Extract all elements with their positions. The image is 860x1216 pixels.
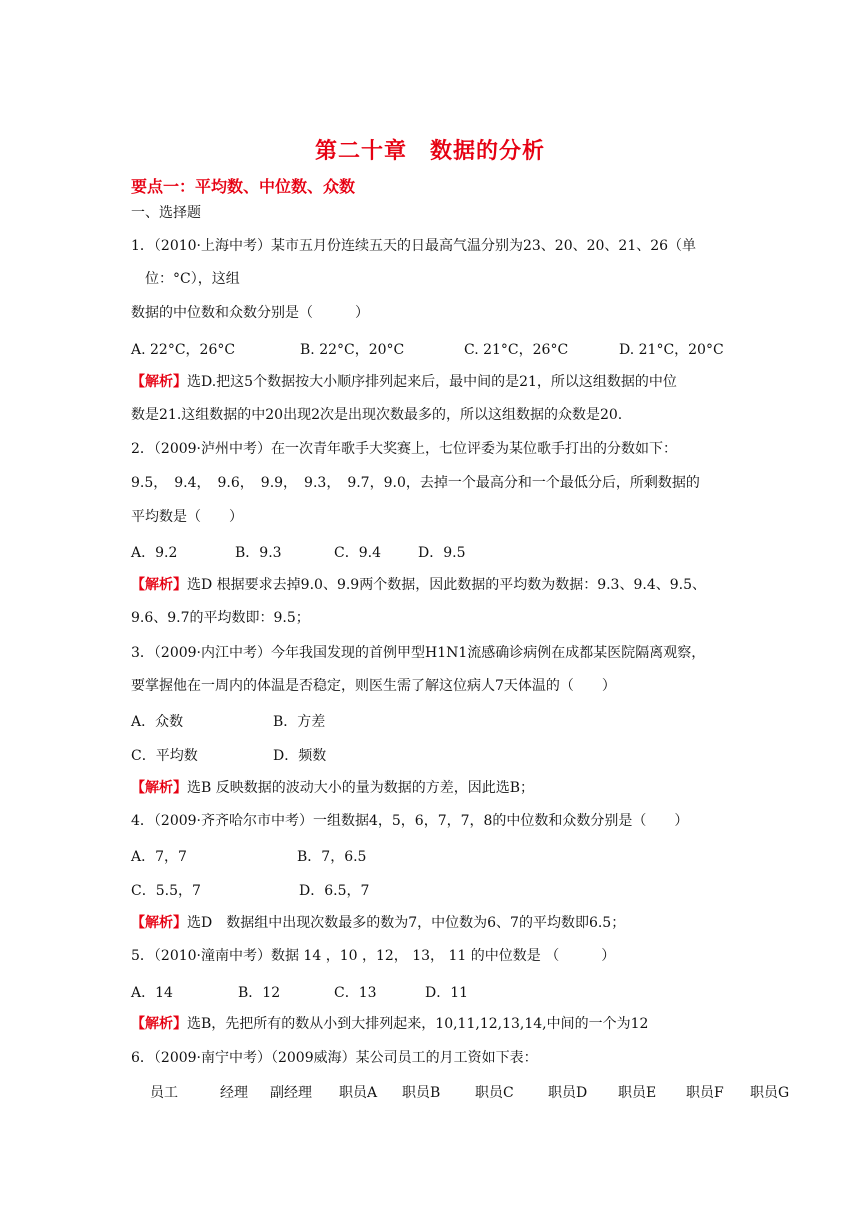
q1-solution-line2: 数是21.这组数据的中20出现2次是出现次数最多的，所以这组数据的众数是20. — [131, 407, 623, 423]
q4-solution-text: 选D 数据组中出现次数最多的数为7，中位数为6、7的平均数即6.5； — [187, 915, 626, 931]
table-header-cell: 经理 — [220, 1085, 248, 1101]
q3-option-d: D．频数 — [273, 748, 327, 764]
q1-option-c: C. 21°C，26°C — [464, 342, 569, 358]
q5-text-line1: 5．（2010·潼南中考）数据 14 ，10 ，12， 13， 11 的中位数是 （ ） — [131, 948, 616, 964]
q3-solution-line1 — [131, 779, 534, 797]
q4-option-a: A．7，7 — [131, 849, 187, 865]
q3-option-c: C．平均数 — [131, 748, 198, 764]
section-heading: 要点一：平均数、中位数、众数 — [131, 177, 356, 196]
q3-option-b: B．方差 — [273, 714, 326, 730]
q1-option-d: D. 21°C，20°C — [619, 342, 724, 358]
q5-option-d: D．11 — [425, 985, 469, 1001]
q5-option-a: A．14 — [131, 985, 173, 1001]
q1-solution-line1 — [131, 373, 677, 391]
q2-text-line3: 平均数是（ ） — [131, 509, 243, 525]
solution-tag: 【解析】 — [131, 374, 187, 390]
subsection-label: 一、选择题 — [131, 205, 201, 221]
q6-text-line1: 6．（2009·南宁中考）（2009威海）某公司员工的月工资如下表： — [131, 1050, 538, 1066]
solution-tag: 【解析】 — [131, 780, 187, 796]
q2-solution-line1 — [131, 576, 706, 594]
q1-option-a: A. 22°C，26°C — [131, 342, 236, 358]
table-header-cell: 职员C — [475, 1085, 514, 1101]
q1-text-line3: 数据的中位数和众数分别是（ ） — [131, 305, 369, 321]
table-header-cell: 职员B — [402, 1085, 441, 1101]
q5-solution-line1 — [131, 1015, 648, 1033]
q4-solution-line1 — [131, 914, 625, 932]
q2-option-b: B．9.3 — [235, 545, 282, 561]
q2-solution-line2: 9.6、9.7的平均数即：9.5； — [131, 610, 310, 626]
q5-solution-text: 选B，先把所有的数从小到大排列起来，10,11,12,13,14,中间的一个为12 — [187, 1016, 649, 1032]
q4-option-d: D．6.5，7 — [299, 883, 370, 899]
q1-solution-text: 选D.把这5个数据按大小顺序排列起来后，最中间的是21，所以这组数据的中位 — [187, 374, 677, 390]
q1-text-line2: 位：°C），这组 — [145, 271, 240, 287]
q3-solution-text: 选B 反映数据的波动大小的量为数据的方差，因此选B； — [187, 780, 535, 796]
solution-tag: 【解析】 — [131, 915, 187, 931]
solution-tag: 【解析】 — [131, 577, 187, 593]
q2-option-d: D．9.5 — [418, 545, 466, 561]
q3-option-a: A．众数 — [131, 714, 184, 730]
chapter-title: 第二十章 数据的分析 — [314, 139, 545, 164]
solution-tag: 【解析】 — [131, 1016, 187, 1032]
q4-option-b: B．7，6.5 — [297, 849, 367, 865]
q5-option-b: B．12 — [238, 985, 281, 1001]
table-header-cell: 职员G — [750, 1085, 790, 1101]
table-header-cell: 副经理 — [270, 1085, 312, 1101]
q2-text-line1: 2．（2009·泸州中考）在一次青年歌手大奖赛上，七位评委为某位歌手打出的分数如下： — [131, 441, 677, 457]
q2-option-a: A．9.2 — [131, 545, 178, 561]
q3-text-line1: 3．（2009·内江中考）今年我国发现的首例甲型H1N1流感确诊病例在成都某医院隔离观察， — [131, 645, 706, 661]
table-header-cell: 职员A — [339, 1085, 378, 1101]
q1-text-line1: 1．（2010·上海中考）某市五月份连续五天的日最高气温分别为23、20、20、21、26（单 — [131, 238, 697, 254]
table-header-cell: 职员E — [618, 1085, 657, 1101]
q5-option-c: C．13 — [334, 985, 377, 1001]
q3-text-line2: 要掌握他在一周内的体温是否稳定，则医生需了解这位病人7天体温的（ ） — [131, 678, 616, 694]
q2-option-c: C．9.4 — [334, 545, 381, 561]
table-header-cell: 职员D — [548, 1085, 588, 1101]
q2-solution-text: 选D 根据要求去掉9.0、9.9两个数据，因此数据的平均数为数据：9.3、9.4、9.5、 — [187, 577, 706, 593]
q4-option-c: C．5.5，7 — [131, 883, 201, 899]
table-header-cell: 职员F — [686, 1085, 724, 1101]
q1-option-b: B. 22°C，20°C — [300, 342, 405, 358]
q2-text-line2: 9.5， 9.4， 9.6， 9.9， 9.3， 9.7，9.0，去掉一个最高分和一个最低分后，所剩数据的 — [131, 475, 700, 491]
q4-text-line1: 4．（2009·齐齐哈尔市中考）一组数据4，5，6，7，7，8的中位数和众数分别是（ ） — [131, 813, 689, 829]
table-header-cell: 员工 — [150, 1085, 178, 1101]
